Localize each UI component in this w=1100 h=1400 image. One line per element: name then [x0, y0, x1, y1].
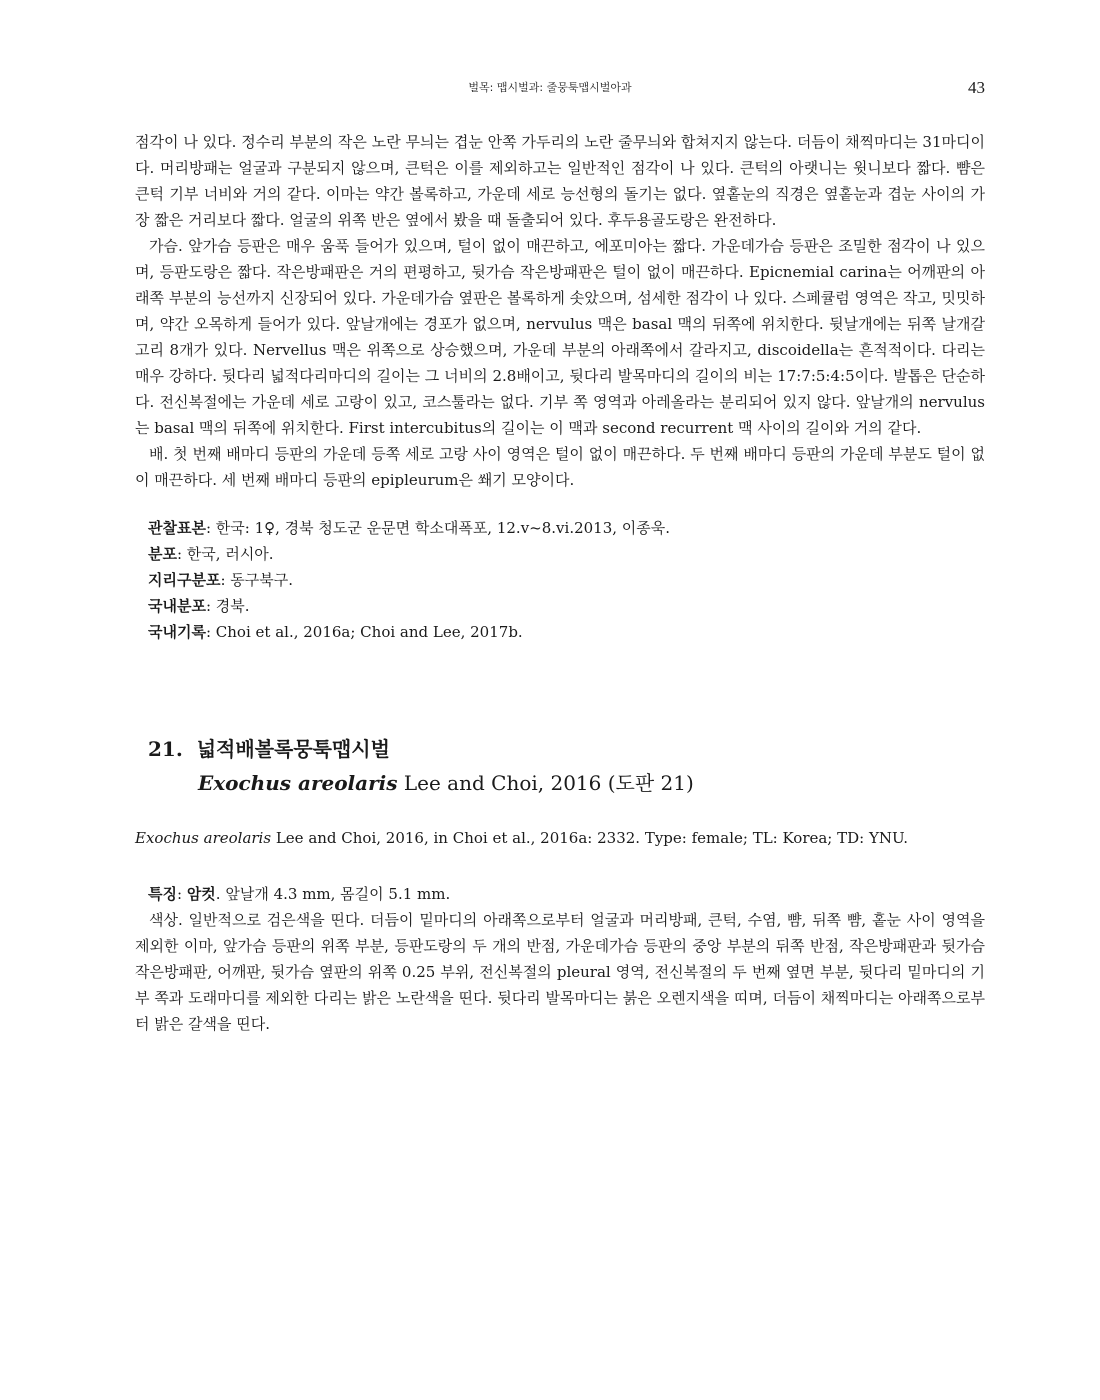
- paragraph-head-description: 점각이 나 있다. 정수리 부분의 작은 노란 무늬는 겹눈 안쪽 가두리의 노란 줄무늬와 합쳐지지 않는다. 더듬이 채찍마디는 31마디이다. 머리방패는 얼굴과 구분되지 않으며, 큰턱은 이를 제외하고는 일반적인 점각이 나 있다. 큰턱의 아랫니는 윗니보다 짧다. 뺨은 큰턱 기부 너비와 거의 같다. 이마는 약간 볼록하고, 가운데 세로 능선형의 돌기는 없다. 옆홑눈의 직경은 옆홑눈과 겹눈 사이의 가장 짧은 거리보다 짧다. 얼굴의 위쪽 반은 옆에서 봤을 때 돌출되어 있다. 후두용골도랑은 완전하다.: [135, 133, 985, 229]
- features-sex: 암컷: [186, 885, 216, 903]
- record-text: : 경북.: [205, 597, 250, 615]
- record-label: 관찰표본: [148, 519, 206, 537]
- features-label: 특징: [148, 885, 177, 903]
- synonymy-latin: Exochus areolaris: [135, 829, 272, 847]
- record-specimens: [148, 515, 985, 541]
- species-authority: Lee and Choi, 2016 (도판 21): [397, 771, 694, 795]
- species-heading: [135, 732, 985, 800]
- record-text: : 한국: 1♀, 경북 청도군 운문면 학소대폭포, 12.v~8.vi.2013, 이종욱.: [205, 519, 671, 537]
- record-text: : 한국, 러시아.: [176, 545, 274, 563]
- species-korean-name: 넓적배볼록뭉툭맵시벌: [196, 737, 390, 761]
- record-label: 분포: [148, 545, 177, 563]
- record-domestic-distribution: [148, 593, 985, 619]
- page-number: 43: [968, 78, 985, 97]
- synonymy-text: Lee and Choi, 2016, in Choi et al., 2016a: 2332. Type: female; TL: Korea; TD: YNU.: [271, 829, 909, 847]
- features-text: . 앞날개 4.3 mm, 몸길이 5.1 mm.: [215, 885, 451, 903]
- running-title: 벌목: 맵시벌과: 줄뭉툭맵시벌아과: [468, 81, 632, 94]
- record-distribution: [148, 541, 985, 567]
- record-text: : Choi et al., 2016a; Choi and Lee, 2017b.: [205, 623, 523, 641]
- paragraph-abdomen: 배. 첫 번째 배마디 등판의 가운데 등쪽 세로 고랑 사이 영역은 털이 없이 매끈하다. 두 번째 배마디 등판의 가운데 부분도 털이 없이 매끈하다. 세 번째 배마디 등판의 epipleurum은 쐐기 모양이다.: [135, 445, 985, 489]
- species-heading-korean: [148, 732, 985, 766]
- record-zoogeography: [148, 567, 985, 593]
- synonymy-line: [135, 825, 985, 851]
- species-latin-name: Exochus areolaris: [198, 771, 398, 795]
- record-text: : 동구북구.: [220, 571, 294, 589]
- record-label: 국내기록: [148, 623, 206, 641]
- paragraph-coloration: 색상. 일반적으로 검은색을 띤다. 더듬이 밑마디의 아래쪽으로부터 얼굴과 머리방패, 큰턱, 수염, 뺨, 뒤쪽 뺨, 홑눈 사이 영역을 제외한 이마, 앞가슴 등판의 위쪽 부분, 등판도랑의 두 개의 반점, 가운데가슴 등판의 중앙 부분의 뒤쪽 반점, 작은방패판과 뒷가슴 작은방패판, 어깨판, 뒷가슴 옆판의 위쪽 0.25 부위, 전신복절의 pleural 영역, 전신복절의 두 번째 옆면 부분, 뒷다리 밑마디의 기부 쪽과 도래마디를 제외한 다리는 밝은 노란색을 띤다. 뒷다리 발목마디는 붉은 오렌지색을 띠며, 더듬이 채찍마디는 아래쪽으로부터 밝은 갈색을 띤다.: [135, 911, 985, 1033]
- species-number: 21.: [148, 737, 183, 761]
- species-heading-latin: [198, 766, 985, 800]
- features-line: 특징: 암컷. 앞날개 4.3 mm, 몸길이 5.1 mm.: [148, 885, 451, 903]
- record-label: 지리구분포: [148, 571, 221, 589]
- body-text: [135, 129, 985, 1037]
- record-domestic-records: [148, 619, 985, 645]
- record-label: 국내분포: [148, 597, 206, 615]
- paragraph-thorax: 가슴. 앞가슴 등판은 매우 움푹 들어가 있으며, 털이 없이 매끈하고, 에포미아는 짧다. 가운데가슴 등판은 조밀한 점각이 나 있으며, 등판도랑은 짧다. 작은방패판은 거의 편평하고, 뒷가슴 작은방패판은 털이 없이 매끈하다. Epicnemial carina는 어깨판의 아래쪽 부분의 능선까지 신장되어 있다. 가운데가슴 옆판은 볼록하게 솟았으며, 섬세한 점각이 나 있다. 스페큘럼 영역은 작고, 밋밋하며, 약간 오목하게 들어가 있다. 앞날개에는 경포가 없으며, nervulus 맥은 basal 맥의 뒤쪽에 위치한다. 뒷날개에는 뒤쪽 날개갈고리 8개가 있다. Nervellus 맥은 위쪽으로 상승했으며, 가운데 부분의 아래쪽에서 갈라지고, discoidella는 흔적적이다. 다리는 매우 강하다. 뒷다리 넓적다리마디의 길이는 그 너비의 2.8배이고, 뒷다리 발목마디의 길이의 비는 17:7:5:4:5이다. 발톱은 단순하다. 전신복절에는 가운데 세로 고랑이 있고, 코스툴라는 없다. 기부 쪽 영역과 아레올라는 분리되어 있지 않다. 앞날개의 nervulus는 basal 맥의 뒤쪽에 위치한다. First intercubitus의 길이는 이 맥과 second recurrent 맥 사이의 길이와 거의 같다.: [135, 237, 985, 437]
